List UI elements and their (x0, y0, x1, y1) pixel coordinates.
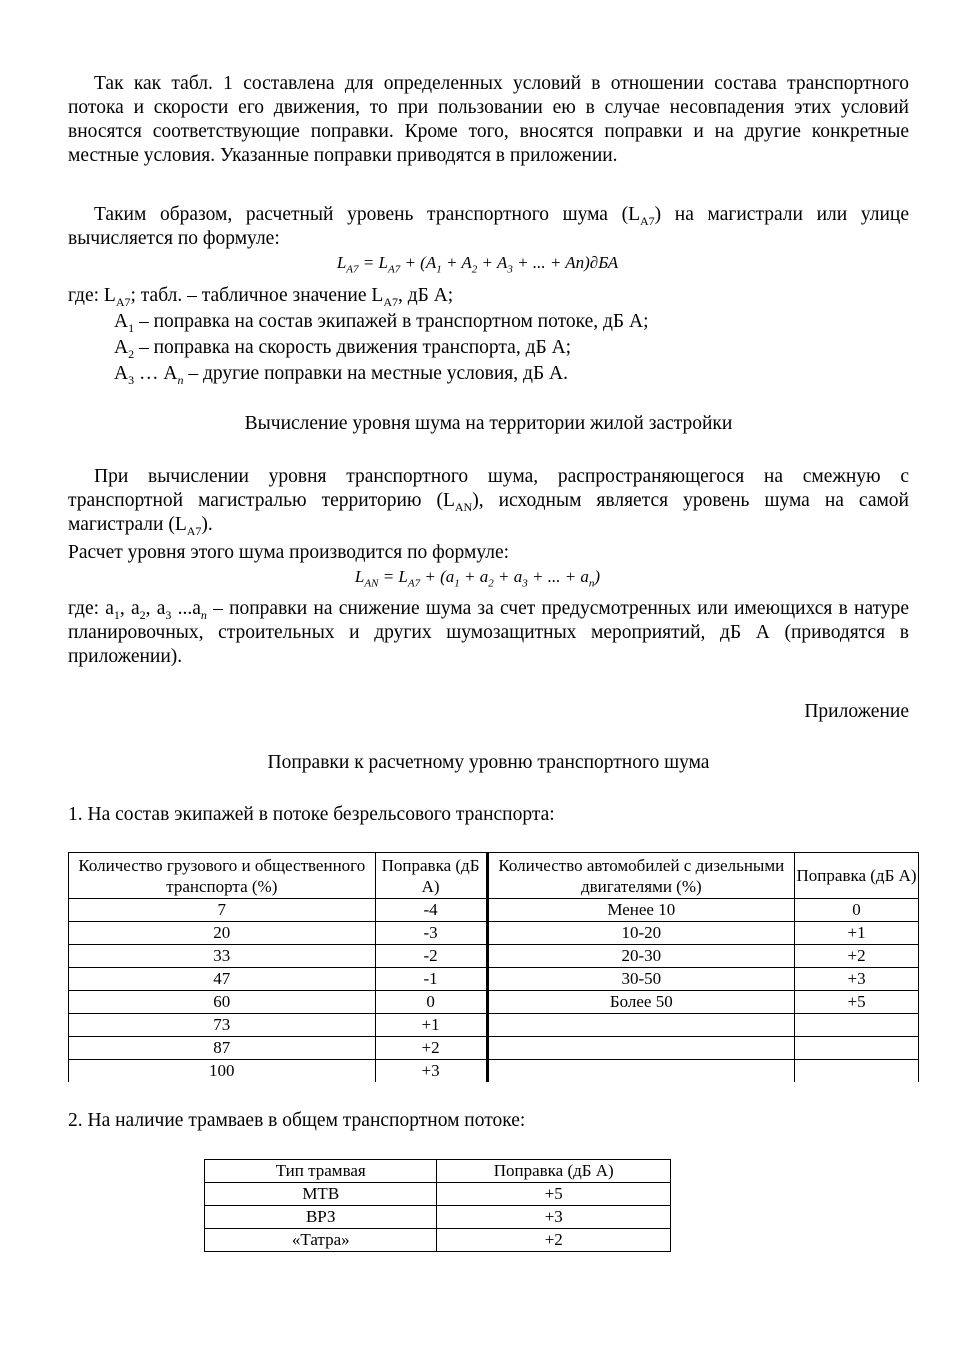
header-freight-share: Количество грузового и общественного транспорта (%) (69, 853, 376, 899)
table-cell: +3 (437, 1206, 671, 1229)
table-cell (487, 1014, 795, 1037)
table-header-row (69, 853, 919, 899)
table-cell: «Татра» (205, 1229, 437, 1252)
item-2-heading: 2. На наличие трамваев в общем транспортном потоке: (68, 1110, 526, 1131)
table-cell: +1 (375, 1014, 487, 1037)
table-cell: Менее 10 (487, 899, 795, 922)
table-cell: 87 (69, 1037, 376, 1060)
calc-paragraph-2: Расчет уровня этого шума производится по формуле: (68, 542, 510, 563)
table-cell (795, 1037, 919, 1060)
appendix-title: Поправки к расчетному уровню транспортного шума (267, 752, 710, 773)
formula-la7: $L_{A7} = L_{A7} + (A_1 + A_2 + A_3$ + ... + An)∂БА (336, 253, 619, 276)
table-cell (795, 1060, 919, 1083)
table-row (69, 922, 919, 945)
table-row (69, 899, 919, 922)
table-cell: +2 (795, 945, 919, 968)
calc-paragraph-1: При вычислении уровня транспортного шума, распространяющегося на смежную с транспортной магистралью территорию $(L_{AN})$, исходным является уровень шума на самой магистрали $(L_{А7})$. (68, 466, 909, 538)
table-cell: 73 (69, 1014, 376, 1037)
intro-paragraph-1: Так как табл. 1 составлена для определенных условий в отношении состава транспортного потока и скорости его движения, то при пользовании ею в случае несовпадения этих условий вносятся соответствующие поправки. Кроме того, вносятся поправки и на другие конкретные местные условия. Указанные поправки приводятся в приложении. (68, 73, 909, 166)
table-cell: 10-20 (487, 922, 795, 945)
item-1-heading: 1. На состав экипажей в потоке безрельсового транспорта: (68, 804, 555, 825)
header-diesel-share: Количество автомобилей с дизельными двигателями (%) (487, 853, 795, 899)
section-title: Вычисление уровня шума на территории жилой застройки (244, 413, 733, 434)
where-a3-line: $А_3$ … $А_n$ – другие поправки на местные условия, дБ А. (114, 363, 568, 387)
table-row (205, 1183, 671, 1206)
table-cell: 47 (69, 968, 376, 991)
table-cell: 0 (375, 991, 487, 1014)
table-cell: 60 (69, 991, 376, 1014)
table-cell: +5 (795, 991, 919, 1014)
table-cell: 0 (795, 899, 919, 922)
table-cell: 100 (69, 1060, 376, 1083)
header-correction: Поправка (дБ А) (375, 853, 487, 899)
where-an-paragraph: где: $а_1$, $а_2$, $а_3$ $...а_n$ – поправки на снижение шума за счет предусмотренных или имеющихся в натуре планировочных, строительных и других шумозащитных мероприятий, дБ А (приводятся в приложении). (68, 598, 910, 667)
table-cell: +1 (795, 922, 919, 945)
table-cell: +3 (795, 968, 919, 991)
table-row (69, 1060, 919, 1083)
table-row (69, 945, 919, 968)
where-a2-line: $А_2$ – поправка на скорость движения транспорта, дБ А; (114, 337, 572, 361)
table-cell: +3 (375, 1060, 487, 1083)
table-cell: +5 (437, 1183, 671, 1206)
appendix-label: Приложение (804, 701, 909, 722)
header-correction: Поправка (дБ А) (437, 1160, 671, 1183)
table-cell: 7 (69, 899, 376, 922)
table-row (69, 1037, 919, 1060)
table-header-row (205, 1160, 671, 1183)
table-cell: -4 (375, 899, 487, 922)
where-a1-line: $А_1$ – поправка на состав экипажей в транспортном потоке, дБ А; (114, 311, 649, 335)
table-cell: 20 (69, 922, 376, 945)
table-cell: +2 (375, 1037, 487, 1060)
table-cell: МТВ (205, 1183, 437, 1206)
header-tram-type: Тип трамвая (205, 1160, 437, 1183)
where-la7-line: где: $L_{А7}$; табл. – табличное значение $L_{А7}$, дБ А; (68, 285, 454, 309)
table-cell (795, 1014, 919, 1037)
formula-lan: $L_{AN} = L_{A7} + (a_1 + a_2 + a_3$ + ... + $a_n$) (354, 567, 601, 590)
table-cell: -3 (375, 922, 487, 945)
table-cell: -2 (375, 945, 487, 968)
table-row (69, 991, 919, 1014)
table-row (69, 1014, 919, 1037)
table-row (205, 1229, 671, 1252)
table-cell: 30-50 (487, 968, 795, 991)
intro-paragraph-2: Таким образом, расчетный уровень транспортного шума $(L_{А7})$ на магистрали или улице вычисляется по формуле: (68, 204, 909, 249)
table-row (205, 1206, 671, 1229)
table-cell: 33 (69, 945, 376, 968)
table-transport-composition (68, 852, 919, 1082)
table-cell: 20-30 (487, 945, 795, 968)
table-cell: +2 (437, 1229, 671, 1252)
header-correction: Поправка (дБ А) (795, 853, 919, 899)
table-cell (487, 1060, 795, 1083)
table-cell: -1 (375, 968, 487, 991)
table-cell (487, 1037, 795, 1060)
table-cell: ВРЗ (205, 1206, 437, 1229)
table-cell: Более 50 (487, 991, 795, 1014)
table-row (69, 968, 919, 991)
table-tram-types (204, 1159, 671, 1252)
